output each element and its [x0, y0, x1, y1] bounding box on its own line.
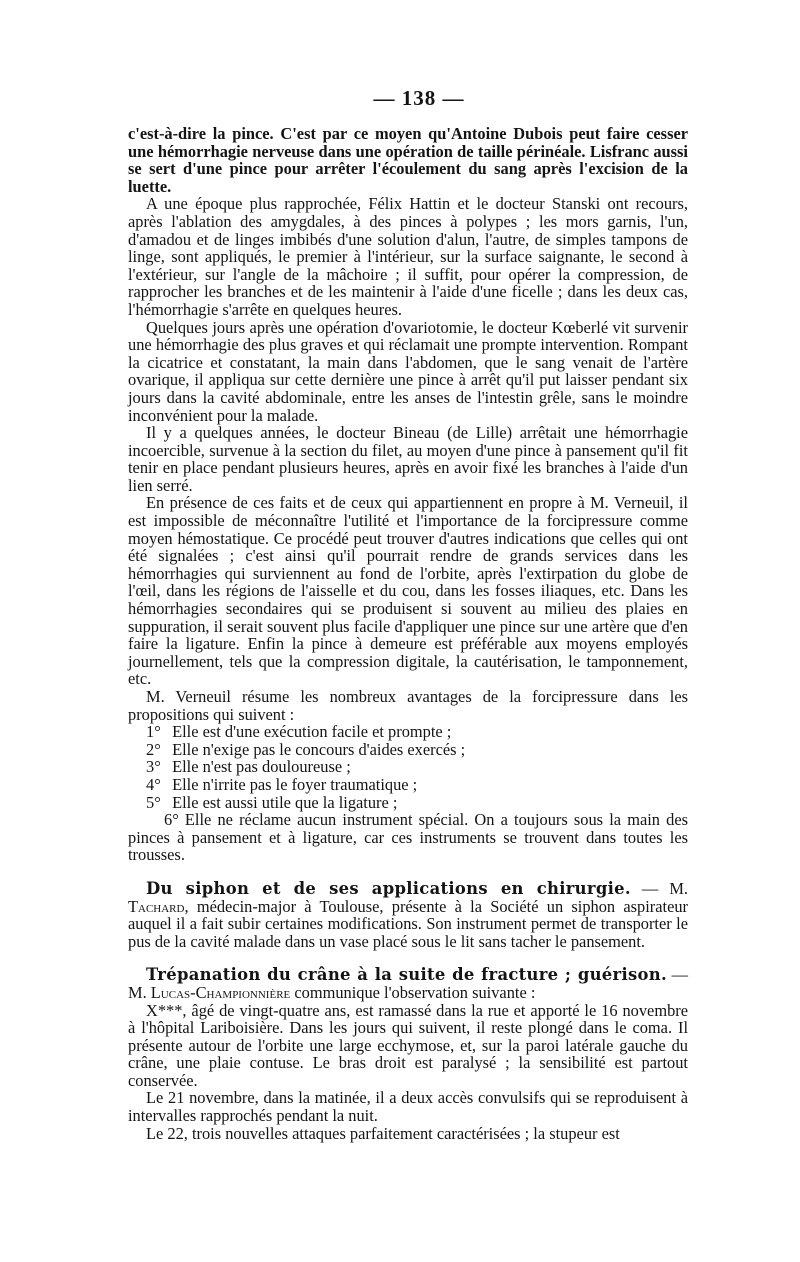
section-trepanation-intro: communique l'observation suivante : — [290, 982, 536, 1002]
section-siphon — [128, 880, 688, 950]
paragraph-1: c'est-à-dire la pince. C'est par ce moyen qu'Antoine Dubois peut faire cesser une hémorrhagie nerveuse dans une opération de taille périnéale. Lisfranc aussi se sert d'une pince pour arrêter l'écoulement du sang après l'excision de la luette. — [128, 124, 688, 196]
section-trepanation-title: Trépanation du crâne à la suite de fracture ; guérison. — [146, 965, 667, 985]
section-trepanation-author-prefix: M. — [128, 982, 151, 1002]
list-item-text: Elle ne réclame aucun instrument spécial. On a toujours sous la main des pinces à pansement et à ligature, car ces instruments se trouvent dans toutes les trousses. — [128, 810, 688, 865]
list-item-text: Elle n'exige pas le concours d'aides exercés ; — [172, 739, 466, 759]
list-item — [128, 776, 688, 794]
page-number-dash-left: — — [373, 86, 396, 110]
list-item-text: Elle est d'une exécution facile et prompte ; — [172, 722, 452, 742]
list-item-number: 3° — [146, 757, 161, 777]
list-item-number: 4° — [146, 774, 161, 794]
section-siphon-author: Tachard — [128, 896, 185, 916]
paragraph-6: M. Verneuil résume les nombreux avantages de la forcipressure dans les propositions qui suivent : — [128, 687, 688, 724]
propositions-list — [128, 723, 688, 864]
list-item-number: 6° — [164, 810, 179, 830]
list-item — [128, 794, 688, 812]
list-item-number: 5° — [146, 792, 161, 812]
section-trepanation-author: Lucas-Championnière — [150, 982, 291, 1002]
section-trepanation-paragraph-1: X***, âgé de vingt-quatre ans, est ramassé dans la rue et apporté le 16 novembre à l'hôpital Lariboisière. Dans les jours qui suivent, il reste plongé dans le coma. Il présente autour de l'orbite une large ecchymose, et, sur la paroi latérale gauche du crâne, une plaie contuse. Le bras droit est paralysé ; la sensibilité est partout conservée. — [128, 1000, 688, 1090]
section-siphon-dash: — — [630, 878, 670, 898]
list-item-number: 2° — [146, 739, 161, 759]
list-item-text: Elle n'irrite pas le foyer traumatique ; — [172, 774, 418, 794]
paragraph-4: Il y a quelques années, le docteur Bineau (de Lille) arrêtait une hémorrhagie incoercible, survenue à la section du filet, au moyen d'une pince à pansement qu'il fit tenir en place pendant plusieurs heures, après en avoir fixé les branches à l'aide d'un lien serré. — [128, 423, 688, 495]
section-gap — [128, 864, 688, 880]
page-number-value: 138 — [401, 86, 437, 110]
paragraph-2: A une époque plus rapprochée, Félix Hattin et le docteur Stanski ont recours, après l'ablation des amygdales, à des pinces à polypes ; les mors garnis, l'un, d'amadou et de linges imbibés d'une solution d'alun, l'autre, de simples tampons de linge, sont appliqués, le premier à l'intérieur, sur la surface saignante, le second à l'extérieur, sur l'angle de la mâchoire ; il suffit, pour opérer la compression, de rapprocher les branches et de les maintenir à l'aide d'une ficelle ; dans les deux cas, l'hémorrhagie s'arrête en quelques heures. — [128, 194, 688, 319]
section-trepanation-paragraph-2: Le 21 novembre, dans la matinée, il a deux accès convulsifs qui se reproduisent à intervalles rapprochés pendant la nuit. — [128, 1088, 688, 1126]
list-item — [128, 811, 688, 864]
paragraph-3: Quelques jours après une opération d'ovariotomie, le docteur Kœberlé vit survenir une hémorrhagie des plus graves et qui réclamait une prompte intervention. Rompant la cicatrice et constatant, la main dans l'abdomen, que le sang venait de l'artère ovarique, il appliqua sur cette dernière une pince à arrêt qu'il put laisser pendant six jours dans la cavité abdominale, entre les anses de l'intestin grêle, sans le moindre inconvénient pour la malade. — [128, 317, 688, 425]
section-trepanation-heading — [128, 966, 688, 1001]
section-trepanation-paragraph-3: Le 22, trois nouvelles attaques parfaitement caractérisées ; la stupeur est — [146, 1123, 620, 1143]
list-item — [128, 723, 688, 741]
list-item-text: Elle n'est pas douloureuse ; — [172, 757, 351, 777]
paragraph-5: En présence de ces faits et de ceux qui appartiennent en propre à M. Verneuil, il est impossible de méconnaître l'utilité et l'importance de la forcipressure comme moyen hémostatique. Ce procédé peut trouver d'autres indications que celles qui ont été signalées ; c'est ainsi qu'il pourrait rendre de grands services dans les hémorrhagies qui surviennent au fond de l'orbite, après l'extirpation du globe de l'œil, dans les régions de l'aisselle et du cou, dans les fosses iliaques, etc. Dans les hémorrhagies secondaires qui se produisent si souvent au milieu des plaies en suppuration, il serait souvent plus facile d'appliquer une pince sur une artère que d'en faire la ligature. Enfin la pince à demeure est préférable aux moyens employés journellement, tels que la compression digitale, la cautérisation, le tamponnement, etc. — [128, 493, 688, 689]
section-gap — [128, 950, 688, 966]
section-siphon-body: , médecin-major à Toulouse, présente à la Société un siphon aspirateur auquel il a fait subir certaines modifications. Son instrument permet de transporter le pus de la cavité malade dans un vase placé sous le lit sans tacher le pansement. — [128, 896, 688, 951]
page-number — [150, 86, 688, 111]
list-item — [128, 741, 688, 759]
list-item-text: Elle est aussi utile que la ligature ; — [172, 792, 398, 812]
section-trepanation-dash: — — [666, 965, 688, 985]
page-number-dash-right: — — [442, 86, 465, 110]
section-siphon-author-prefix: M. — [669, 878, 688, 898]
list-item-number: 1° — [146, 722, 161, 742]
section-siphon-title: Du siphon et de ses applications en chirurgie. — [146, 878, 631, 898]
list-item — [128, 758, 688, 776]
